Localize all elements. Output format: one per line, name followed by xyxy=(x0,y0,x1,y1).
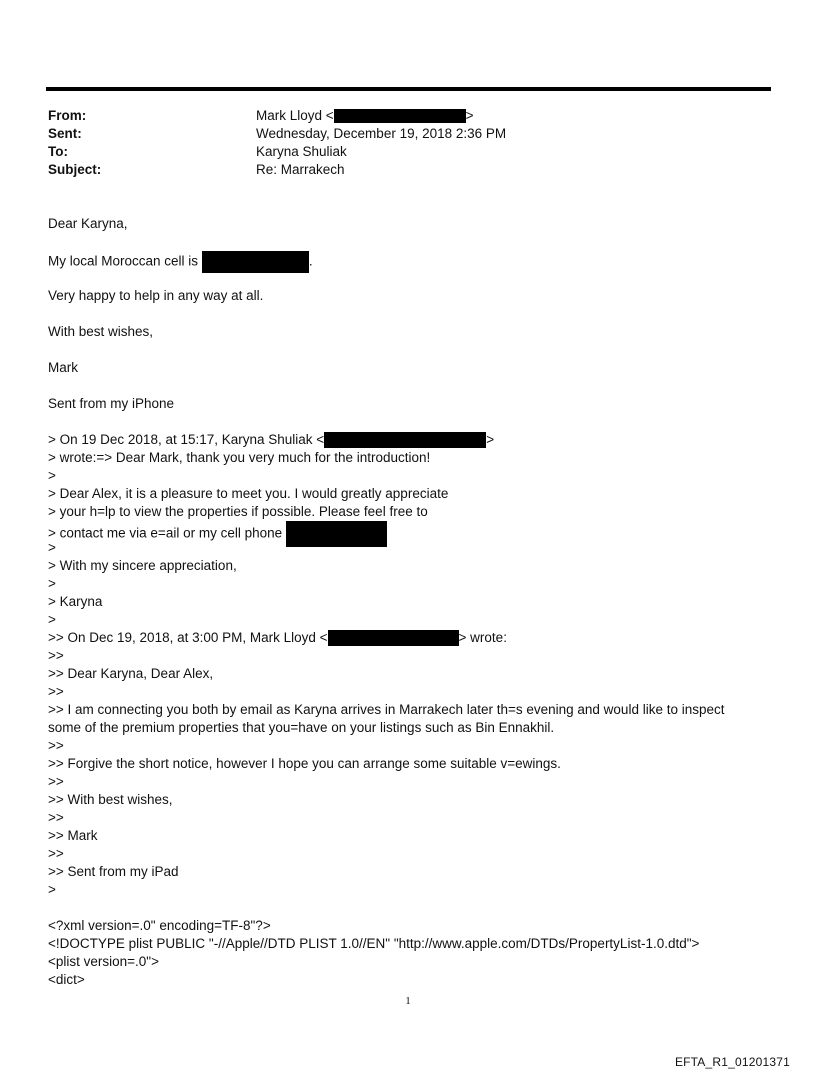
quoted-line xyxy=(48,629,760,647)
from-label: From: xyxy=(48,108,87,123)
header-divider xyxy=(46,87,771,91)
quoted-text: > On 19 Dec 2018, at 15:17, Karyna Shuliak < xyxy=(48,432,325,447)
to-row xyxy=(48,143,768,161)
xml-line: <plist version=.0"> xyxy=(48,954,159,969)
redaction-box xyxy=(334,109,466,123)
xml-line: <?xml version=.0" encoding=TF-8"?> xyxy=(48,918,271,933)
quoted-line: >> xyxy=(48,810,64,825)
cell-text: My local Moroccan cell is xyxy=(48,253,199,269)
greeting: Dear Karyna, xyxy=(48,216,128,231)
redaction-box xyxy=(328,630,459,646)
quoted-line: > xyxy=(48,540,56,555)
quoted-text-end: > xyxy=(486,432,495,447)
quoted-line: > wrote:=> Dear Mark, thank you very much for the introduction! xyxy=(48,450,431,465)
from-row xyxy=(48,107,768,125)
quoted-line: >> Mark xyxy=(48,828,98,843)
quoted-line: >> Dear Karyna, Dear Alex, xyxy=(48,666,214,681)
subject-label: Subject: xyxy=(48,162,102,177)
quoted-line: >> xyxy=(48,846,64,861)
quoted-line: > xyxy=(48,468,56,483)
from-name: Mark Lloyd < xyxy=(256,108,334,123)
quoted-line: >> xyxy=(48,738,64,753)
quoted-line: > xyxy=(48,612,56,627)
quoted-line: >> Sent from my iPad xyxy=(48,864,179,879)
quoted-text-end: > wrote: xyxy=(458,630,507,645)
sent-label: Sent: xyxy=(48,126,82,141)
quoted-line: > Dear Alex, it is a pleasure to meet you. I would greatly appreciate xyxy=(48,486,449,501)
quoted-line: > xyxy=(48,576,56,591)
quoted-paragraph: >> I am connecting you both by email as Karyna arrives in Marrakech later th=s evening and would like to inspect some of the premium properties that you=have on your listings such as Bin Ennakhil. xyxy=(48,702,725,735)
xml-line: <dict> xyxy=(48,972,85,987)
quoted-line: >> xyxy=(48,648,64,663)
to-label: To: xyxy=(48,144,68,159)
happy-line: Very happy to help in any way at all. xyxy=(48,288,264,303)
subject-row xyxy=(48,161,768,179)
quoted-line: > With my sincere appreciation, xyxy=(48,558,237,573)
xml-line: <!DOCTYPE plist PUBLIC "-//Apple//DTD PLIST 1.0//EN" "http://www.apple.com/DTDs/PropertyList-1.0.dtd"> xyxy=(48,936,700,951)
to-value: Karyna Shuliak xyxy=(256,144,347,159)
quoted-line: > your h=lp to view the properties if possible. Please feel free to xyxy=(48,504,428,519)
subject-value: Re: Marrakech xyxy=(256,162,345,177)
quoted-text: > contact me via e=ail or my cell phone xyxy=(48,525,283,541)
from-value-end: > xyxy=(465,108,474,123)
quoted-text: >> On Dec 19, 2018, at 3:00 PM, Mark Lloyd < xyxy=(48,630,328,645)
sent-from-line: Sent from my iPhone xyxy=(48,396,175,411)
quoted-line: > Karyna xyxy=(48,594,103,609)
sent-row xyxy=(48,125,768,143)
sent-value: Wednesday, December 19, 2018 2:36 PM xyxy=(256,126,507,141)
cell-line xyxy=(48,251,760,273)
page-number: 1 xyxy=(405,995,411,1007)
quoted-line: >> xyxy=(48,774,64,789)
signature: Mark xyxy=(48,360,78,375)
quoted-line: > xyxy=(48,882,56,897)
quoted-line: >> Forgive the short notice, however I hope you can arrange some suitable v=ewings. xyxy=(48,756,561,771)
wishes-line: With best wishes, xyxy=(48,324,154,339)
bates-number: EFTA_R1_01201371 xyxy=(674,1055,790,1069)
redaction-box xyxy=(202,251,309,273)
from-value xyxy=(256,107,474,125)
cell-end: . xyxy=(308,253,313,269)
quoted-line: >> xyxy=(48,684,64,699)
redaction-box xyxy=(324,432,486,448)
quoted-line xyxy=(48,431,760,449)
quoted-line: >> With best wishes, xyxy=(48,792,173,807)
